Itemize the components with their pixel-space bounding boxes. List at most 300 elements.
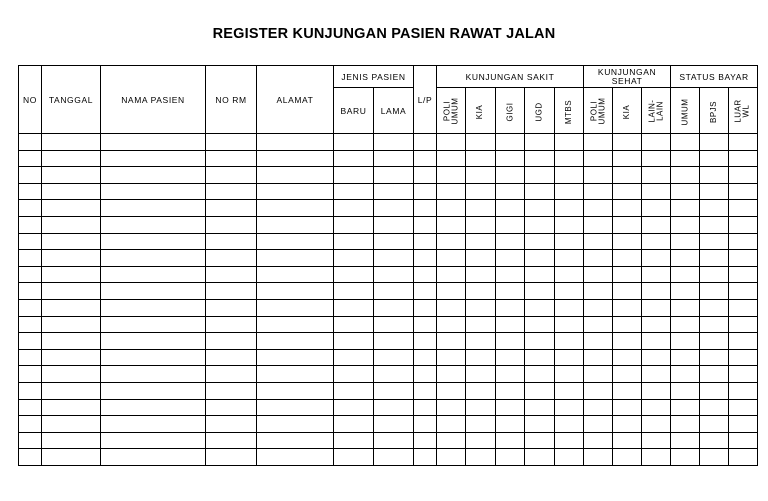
table-cell (437, 150, 466, 167)
table-cell (42, 250, 101, 267)
table-cell (466, 183, 496, 200)
table-cell (414, 366, 437, 383)
table-cell (496, 416, 525, 433)
table-cell (613, 333, 642, 350)
table-cell (642, 449, 671, 466)
header-bayar-bpjs-label: BPJS (709, 100, 719, 123)
table-row (19, 316, 758, 333)
table-cell (101, 150, 206, 167)
table-cell (101, 449, 206, 466)
table-cell (466, 416, 496, 433)
table-cell (671, 183, 700, 200)
table-cell (437, 134, 466, 151)
header-sakit-gigi (496, 88, 525, 134)
header-kunjungan-sakit: KUNJUNGAN SAKIT (437, 66, 584, 88)
table-cell (671, 333, 700, 350)
table-cell (42, 134, 101, 151)
table-cell (642, 200, 671, 217)
table-cell (525, 366, 555, 383)
header-no: NO (19, 66, 42, 134)
header-kunjungan-sehat-label: KUNJUNGAN SEHAT (597, 66, 657, 86)
table-cell (257, 216, 334, 233)
table-cell (437, 382, 466, 399)
header-sakit-ugd (525, 88, 555, 134)
table-cell (334, 316, 374, 333)
table-cell (334, 233, 374, 250)
table-cell (19, 233, 42, 250)
table-cell (101, 316, 206, 333)
table-cell (729, 416, 758, 433)
table-row (19, 283, 758, 300)
table-cell (642, 283, 671, 300)
table-cell (613, 283, 642, 300)
table-cell (613, 216, 642, 233)
table-cell (437, 216, 466, 233)
table-cell (19, 266, 42, 283)
header-lp: L/P (414, 66, 437, 134)
table-cell (466, 432, 496, 449)
table-cell (437, 432, 466, 449)
table-cell (700, 316, 729, 333)
table-cell (19, 316, 42, 333)
header-sehat-poli-umum-label: POLI UMUM (589, 97, 607, 124)
table-cell (642, 250, 671, 267)
table-cell (42, 349, 101, 366)
table-cell (334, 299, 374, 316)
table-cell (700, 416, 729, 433)
table-cell (496, 134, 525, 151)
table-cell (334, 366, 374, 383)
table-cell (555, 349, 584, 366)
table-cell (496, 250, 525, 267)
table-cell (613, 150, 642, 167)
table-cell (671, 283, 700, 300)
table-cell (700, 150, 729, 167)
table-cell (700, 167, 729, 184)
table-cell (19, 366, 42, 383)
table-cell (729, 250, 758, 267)
table-cell (42, 200, 101, 217)
table-cell (466, 233, 496, 250)
table-cell (613, 134, 642, 151)
table-cell (374, 134, 414, 151)
table-cell (101, 299, 206, 316)
table-cell (206, 316, 257, 333)
table-cell (334, 134, 374, 151)
table-cell (584, 349, 613, 366)
table-cell (334, 200, 374, 217)
header-bayar-umum (671, 88, 700, 134)
table-cell (42, 183, 101, 200)
table-cell (257, 349, 334, 366)
table-cell (525, 134, 555, 151)
table-cell (525, 299, 555, 316)
table-cell (101, 183, 206, 200)
table-cell (257, 316, 334, 333)
table-cell (466, 150, 496, 167)
table-cell (19, 333, 42, 350)
table-cell (613, 266, 642, 283)
table-cell (496, 382, 525, 399)
table-cell (414, 150, 437, 167)
table-cell (466, 266, 496, 283)
table-row (19, 183, 758, 200)
table-cell (19, 167, 42, 184)
table-cell (206, 150, 257, 167)
table-cell (525, 349, 555, 366)
table-cell (206, 366, 257, 383)
table-cell (101, 333, 206, 350)
table-cell (729, 134, 758, 151)
table-cell (729, 150, 758, 167)
table-cell (374, 349, 414, 366)
table-row (19, 333, 758, 350)
table-row (19, 233, 758, 250)
table-cell (414, 449, 437, 466)
table-cell (613, 449, 642, 466)
table-cell (555, 299, 584, 316)
table-cell (584, 167, 613, 184)
table-cell (42, 216, 101, 233)
table-cell (700, 283, 729, 300)
table-cell (19, 150, 42, 167)
table-cell (19, 200, 42, 217)
table-cell (42, 416, 101, 433)
table-cell (374, 266, 414, 283)
header-sakit-ugd-label: UGD (534, 101, 544, 122)
header-sakit-mtbs (555, 88, 584, 134)
table-cell (101, 432, 206, 449)
table-cell (257, 333, 334, 350)
table-cell (466, 316, 496, 333)
table-cell (613, 183, 642, 200)
table-cell (525, 399, 555, 416)
table-cell (671, 416, 700, 433)
header-tanggal: TANGGAL (42, 66, 101, 134)
table-cell (555, 432, 584, 449)
table-cell (642, 432, 671, 449)
table-cell (671, 432, 700, 449)
header-sakit-kia-label: KIA (475, 104, 485, 119)
table-cell (466, 200, 496, 217)
table-cell (555, 134, 584, 151)
table-cell (496, 167, 525, 184)
table-cell (206, 216, 257, 233)
table-cell (584, 266, 613, 283)
table-cell (496, 150, 525, 167)
table-cell (671, 150, 700, 167)
table-cell (414, 299, 437, 316)
table-cell (414, 382, 437, 399)
table-cell (466, 299, 496, 316)
table-cell (437, 283, 466, 300)
table-cell (729, 299, 758, 316)
table-cell (613, 233, 642, 250)
table-cell (257, 250, 334, 267)
table-cell (437, 167, 466, 184)
header-sehat-poli-umum (584, 88, 613, 134)
table-cell (700, 432, 729, 449)
table-cell (101, 366, 206, 383)
table-cell (466, 333, 496, 350)
table-cell (257, 416, 334, 433)
table-cell (101, 283, 206, 300)
table-cell (334, 432, 374, 449)
table-cell (101, 167, 206, 184)
table-cell (437, 250, 466, 267)
table-cell (613, 316, 642, 333)
table-cell (206, 233, 257, 250)
table-cell (374, 233, 414, 250)
table-cell (584, 366, 613, 383)
header-sakit-poli-umum-label: POLI UMUM (442, 97, 460, 124)
header-sehat-lain-lain-label: LAIN- LAIN (647, 99, 665, 122)
table-cell (525, 266, 555, 283)
table-cell (525, 333, 555, 350)
table-cell (729, 333, 758, 350)
table-cell (555, 399, 584, 416)
table-cell (584, 399, 613, 416)
table-cell (525, 449, 555, 466)
table-cell (437, 233, 466, 250)
table-cell (374, 200, 414, 217)
table-cell (414, 233, 437, 250)
table-cell (334, 449, 374, 466)
table-cell (729, 283, 758, 300)
table-row (19, 449, 758, 466)
table-cell (19, 399, 42, 416)
table-cell (496, 266, 525, 283)
table-cell (374, 167, 414, 184)
table-cell (206, 432, 257, 449)
table-cell (19, 416, 42, 433)
table-cell (414, 216, 437, 233)
table-cell (555, 266, 584, 283)
table-cell (555, 416, 584, 433)
table-cell (642, 316, 671, 333)
table-cell (414, 316, 437, 333)
table-cell (555, 449, 584, 466)
table-cell (374, 333, 414, 350)
table-cell (729, 233, 758, 250)
header-jenis-pasien: JENIS PASIEN (334, 66, 414, 88)
table-cell (334, 266, 374, 283)
table-cell (466, 250, 496, 267)
table-cell (729, 316, 758, 333)
table-cell (729, 200, 758, 217)
table-cell (42, 366, 101, 383)
header-sehat-kia-label: KIA (622, 104, 632, 119)
table-cell (206, 183, 257, 200)
table-cell (466, 366, 496, 383)
table-cell (642, 183, 671, 200)
table-cell (555, 216, 584, 233)
table-cell (729, 432, 758, 449)
table-cell (19, 449, 42, 466)
table-cell (584, 216, 613, 233)
table-cell (374, 283, 414, 300)
table-cell (496, 283, 525, 300)
table-cell (613, 399, 642, 416)
table-cell (700, 250, 729, 267)
table-cell (700, 266, 729, 283)
table-cell (414, 432, 437, 449)
table-cell (437, 316, 466, 333)
table-cell (671, 167, 700, 184)
table-cell (437, 416, 466, 433)
table-cell (42, 432, 101, 449)
table-cell (525, 150, 555, 167)
table-cell (584, 316, 613, 333)
table-cell (101, 399, 206, 416)
table-cell (700, 299, 729, 316)
table-cell (671, 316, 700, 333)
table-cell (613, 299, 642, 316)
table-cell (19, 349, 42, 366)
table-cell (671, 349, 700, 366)
table-cell (19, 216, 42, 233)
table-cell (42, 399, 101, 416)
register-table (18, 65, 758, 466)
table-cell (42, 299, 101, 316)
table-cell (700, 134, 729, 151)
table-cell (19, 432, 42, 449)
table-cell (466, 382, 496, 399)
table-row (19, 399, 758, 416)
table-cell (206, 399, 257, 416)
table-cell (613, 416, 642, 433)
table-cell (700, 349, 729, 366)
header-no-rm: NO RM (206, 66, 257, 134)
table-cell (584, 333, 613, 350)
table-cell (466, 134, 496, 151)
table-cell (206, 266, 257, 283)
table-row (19, 416, 758, 433)
table-cell (334, 399, 374, 416)
table-cell (496, 216, 525, 233)
table-cell (437, 366, 466, 383)
table-row (19, 382, 758, 399)
table-cell (334, 349, 374, 366)
header-sehat-lain-lain (642, 88, 671, 134)
table-cell (584, 150, 613, 167)
table-cell (729, 349, 758, 366)
table-cell (257, 283, 334, 300)
table-cell (729, 266, 758, 283)
table-cell (613, 382, 642, 399)
table-cell (496, 200, 525, 217)
table-cell (101, 382, 206, 399)
table-cell (496, 399, 525, 416)
table-cell (555, 167, 584, 184)
table-cell (584, 432, 613, 449)
header-alamat: ALAMAT (257, 66, 334, 134)
table-cell (729, 216, 758, 233)
table-row (19, 432, 758, 449)
table-cell (700, 366, 729, 383)
table-cell (496, 432, 525, 449)
table-cell (414, 167, 437, 184)
table-cell (584, 299, 613, 316)
table-cell (555, 250, 584, 267)
header-status-bayar: STATUS BAYAR (671, 66, 758, 88)
table-cell (700, 233, 729, 250)
table-cell (671, 200, 700, 217)
table-cell (671, 449, 700, 466)
table-cell (42, 283, 101, 300)
table-cell (101, 134, 206, 151)
table-cell (334, 150, 374, 167)
table-cell (206, 283, 257, 300)
table-cell (42, 150, 101, 167)
table-cell (496, 316, 525, 333)
table-cell (42, 316, 101, 333)
table-cell (584, 200, 613, 217)
table-cell (700, 399, 729, 416)
table-cell (437, 349, 466, 366)
table-cell (555, 382, 584, 399)
table-cell (334, 416, 374, 433)
table-cell (374, 183, 414, 200)
table-cell (437, 266, 466, 283)
table-cell (414, 250, 437, 267)
table-cell (555, 200, 584, 217)
header-sehat-kia (613, 88, 642, 134)
table-cell (642, 167, 671, 184)
table-cell (525, 216, 555, 233)
table-cell (642, 399, 671, 416)
table-cell (700, 200, 729, 217)
table-cell (496, 333, 525, 350)
table-cell (19, 382, 42, 399)
table-cell (257, 366, 334, 383)
table-cell (437, 449, 466, 466)
table-cell (257, 233, 334, 250)
table-cell (613, 432, 642, 449)
table-cell (466, 216, 496, 233)
table-cell (334, 333, 374, 350)
table-cell (555, 233, 584, 250)
table-cell (257, 200, 334, 217)
table-cell (525, 200, 555, 217)
table-cell (101, 200, 206, 217)
table-cell (642, 216, 671, 233)
table-cell (555, 150, 584, 167)
table-cell (642, 382, 671, 399)
table-cell (525, 382, 555, 399)
table-cell (257, 167, 334, 184)
table-cell (555, 183, 584, 200)
table-cell (525, 432, 555, 449)
table-cell (206, 333, 257, 350)
table-cell (414, 200, 437, 217)
table-cell (642, 150, 671, 167)
table-cell (101, 233, 206, 250)
table-row (19, 299, 758, 316)
table-cell (525, 283, 555, 300)
table-cell (671, 382, 700, 399)
header-bayar-umum-label: UMUM (680, 98, 690, 125)
table-cell (613, 366, 642, 383)
table-cell (584, 382, 613, 399)
table-cell (700, 449, 729, 466)
table-cell (525, 167, 555, 184)
table-cell (334, 382, 374, 399)
table-cell (42, 449, 101, 466)
table-cell (374, 250, 414, 267)
table-cell (374, 366, 414, 383)
table-cell (496, 349, 525, 366)
